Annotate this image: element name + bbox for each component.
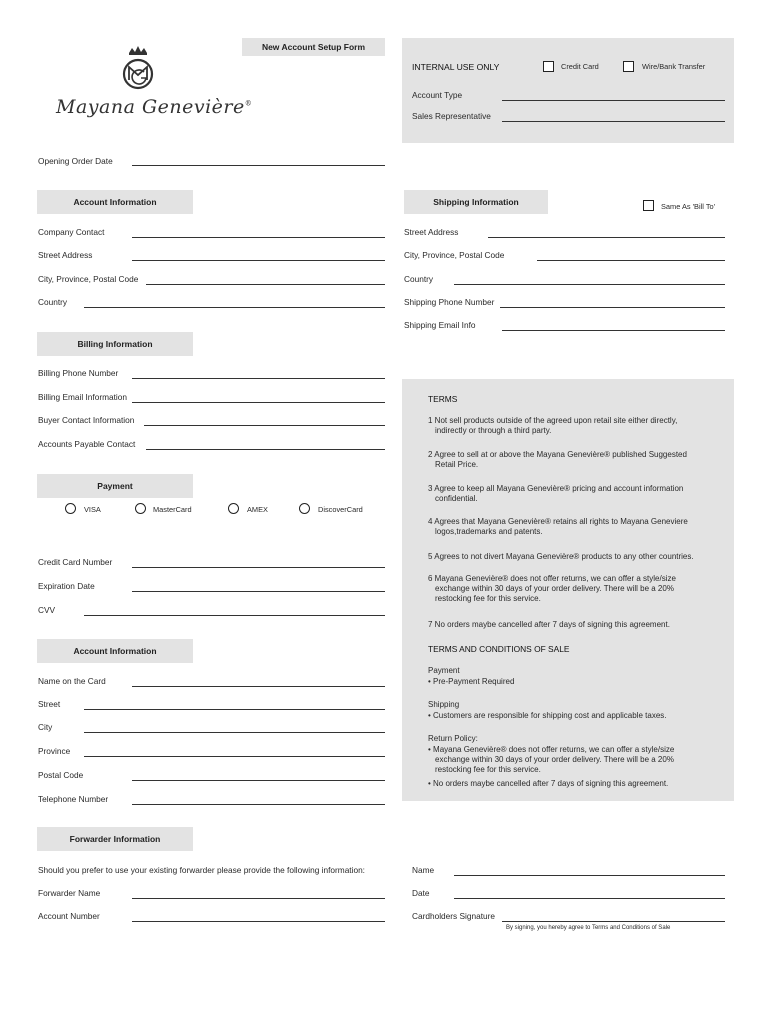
company-contact-field[interactable] (132, 237, 385, 238)
account-type-field[interactable] (502, 100, 725, 101)
signature-date-field[interactable] (454, 898, 725, 899)
same-as-bill-to-label: Same As 'Bill To' (661, 202, 716, 211)
terms-item-line: 3 Agree to keep all Mayana Genevière® pricing and account information (428, 484, 684, 493)
shipping-info-header: Shipping Information (404, 190, 548, 214)
card-postal-label: Postal Code (38, 770, 84, 780)
return-policy-line: restocking fee for this service. (435, 765, 541, 774)
wire-transfer-checkbox[interactable] (623, 61, 634, 72)
opening-order-date-field[interactable] (132, 165, 385, 166)
forwarder-intro: Should you prefer to use your existing forwarder please provide the following information: (38, 865, 365, 875)
visa-radio[interactable] (65, 503, 76, 514)
card-city-label: City (38, 722, 53, 732)
shipping-email-label: Shipping Email Info (404, 320, 476, 330)
return-policy-item (428, 779, 728, 789)
expiration-label: Expiration Date (38, 581, 95, 591)
country-label: Country (38, 297, 68, 307)
account-info-header: Account Information (37, 190, 193, 214)
terms-item-line: Retail Price. (435, 460, 479, 469)
company-contact-label: Company Contact (38, 227, 105, 237)
conditions-payment-item: • Pre-Payment Required (428, 677, 515, 686)
forwarder-name-field[interactable] (132, 898, 385, 899)
street-address-field[interactable] (132, 260, 385, 261)
terms-item-line: logos,trademarks and patents. (435, 527, 543, 536)
cardholder-signature-label: Cardholders Signature (412, 911, 496, 921)
shipping-country-field[interactable] (454, 284, 725, 285)
brand-logo (40, 44, 253, 134)
visa-label: VISA (84, 505, 101, 514)
signature-name-label: Name (412, 865, 435, 875)
forwarder-name-label: Forwarder Name (38, 888, 101, 898)
terms-item (428, 620, 728, 630)
discovercard-label: DiscoverCard (318, 505, 363, 514)
return-policy-line: exchange within 30 days of your order delivery. There will be a 20% (435, 755, 674, 764)
terms-item-line: 6 Mayana Genevière® does not offer returns, we can offer a style/size (428, 574, 676, 583)
signature-name-field[interactable] (454, 875, 725, 876)
shipping-country-label: Country (404, 274, 434, 284)
card-phone-label: Telephone Number (38, 794, 109, 804)
card-phone-field[interactable] (132, 804, 385, 805)
forwarder-account-label: Account Number (38, 911, 100, 921)
return-policy-line: • No orders maybe cancelled after 7 days of signing this agreement. (428, 779, 669, 788)
payment-header: Payment (37, 474, 193, 498)
buyer-contact-field[interactable] (144, 425, 385, 426)
forwarder-account-field[interactable] (132, 921, 385, 922)
same-as-bill-to-checkbox[interactable] (643, 200, 654, 211)
terms-item (428, 574, 728, 604)
forwarder-header: Forwarder Information (37, 827, 193, 851)
billing-email-label: Billing Email Information (38, 392, 127, 402)
terms-item-line: 7 No orders maybe cancelled after 7 days of signing this agreement. (428, 620, 670, 629)
card-number-label: Credit Card Number (38, 557, 113, 567)
conditions-shipping-item: • Customers are responsible for shipping cost and applicable taxes. (428, 711, 667, 720)
discovercard-radio[interactable] (299, 503, 310, 514)
expiration-field[interactable] (132, 591, 385, 592)
conditions-title: TERMS AND CONDITIONS OF SALE (428, 644, 570, 654)
card-street-field[interactable] (84, 709, 385, 710)
shipping-city-field[interactable] (537, 260, 725, 261)
sales-rep-label: Sales Representative (412, 111, 491, 121)
conditions-return-label: Return Policy: (428, 734, 478, 743)
mastercard-radio[interactable] (135, 503, 146, 514)
credit-card-label: Credit Card (561, 62, 599, 71)
form-title: New Account Setup Form (242, 38, 385, 56)
ap-contact-label: Accounts Payable Contact (38, 439, 136, 449)
terms-item-line: indirectly or through a third party. (435, 426, 552, 435)
card-city-field[interactable] (84, 732, 385, 733)
billing-phone-label: Billing Phone Number (38, 368, 119, 378)
card-province-field[interactable] (84, 756, 385, 757)
card-name-field[interactable] (132, 686, 385, 687)
shipping-city-label: City, Province, Postal Code (404, 250, 505, 260)
terms-item (428, 484, 728, 504)
city-province-label: City, Province, Postal Code (38, 274, 139, 284)
billing-email-field[interactable] (132, 402, 385, 403)
logo-monogram-icon (40, 44, 240, 134)
return-policy-item (428, 745, 728, 775)
card-postal-field[interactable] (132, 780, 385, 781)
cvv-field[interactable] (84, 615, 385, 616)
shipping-phone-label: Shipping Phone Number (404, 297, 495, 307)
sales-rep-field[interactable] (502, 121, 725, 122)
shipping-email-field[interactable] (502, 330, 725, 331)
terms-item-line: restocking fee for this service. (435, 594, 541, 603)
card-account-header: Account Information (37, 639, 193, 663)
ap-contact-field[interactable] (146, 449, 385, 450)
billing-phone-field[interactable] (132, 378, 385, 379)
card-name-label: Name on the Card (38, 676, 106, 686)
terms-item-line: exchange within 30 days of your order delivery. There will be a 20% (435, 584, 674, 593)
conditions-payment-label: Payment (428, 666, 460, 675)
brand-wordmark: Mayana Genevière® (56, 96, 253, 118)
card-province-label: Province (38, 746, 71, 756)
mastercard-label: MasterCard (153, 505, 192, 514)
terms-item-line: 4 Agrees that Mayana Genevière® retains all rights to Mayana Geneviere (428, 517, 688, 526)
terms-title: TERMS (428, 394, 458, 404)
card-number-field[interactable] (132, 567, 385, 568)
terms-item-line: 1 Not sell products outside of the agreed upon retail site either directly, (428, 416, 678, 425)
city-province-field[interactable] (146, 284, 385, 285)
billing-info-header: Billing Information (37, 332, 193, 356)
terms-item-line: confidential. (435, 494, 478, 503)
shipping-phone-field[interactable] (500, 307, 725, 308)
wire-transfer-label: Wire/Bank Transfer (642, 62, 706, 71)
conditions-shipping-label: Shipping (428, 700, 460, 709)
terms-item-line: 2 Agree to sell at or above the Mayana Genevière® published Suggested (428, 450, 687, 459)
opening-order-date-label: Opening Order Date (38, 156, 113, 166)
terms-item (428, 450, 728, 470)
cvv-label: CVV (38, 605, 56, 615)
signature-note: By signing, you hereby agree to Terms and Conditions of Sale (506, 925, 671, 931)
country-field[interactable] (84, 307, 385, 308)
street-address-label: Street Address (38, 250, 93, 260)
terms-item (428, 517, 728, 537)
terms-item (428, 552, 728, 562)
signature-date-label: Date (412, 888, 430, 898)
amex-radio[interactable] (228, 503, 239, 514)
shipping-street-field[interactable] (488, 237, 725, 238)
credit-card-checkbox[interactable] (543, 61, 554, 72)
card-street-label: Street (38, 699, 61, 709)
terms-item (428, 416, 728, 436)
return-policy-line: • Mayana Genevière® does not offer returns, we can offer a style/size (428, 745, 675, 754)
buyer-contact-label: Buyer Contact Information (38, 415, 135, 425)
internal-use-title: INTERNAL USE ONLY (412, 62, 500, 72)
amex-label: AMEX (247, 505, 268, 514)
cardholder-signature-field[interactable] (502, 921, 725, 922)
terms-item-line: 5 Agrees to not divert Mayana Genevière® products to any other countries. (428, 552, 694, 561)
shipping-street-label: Street Address (404, 227, 459, 237)
account-type-label: Account Type (412, 90, 463, 100)
